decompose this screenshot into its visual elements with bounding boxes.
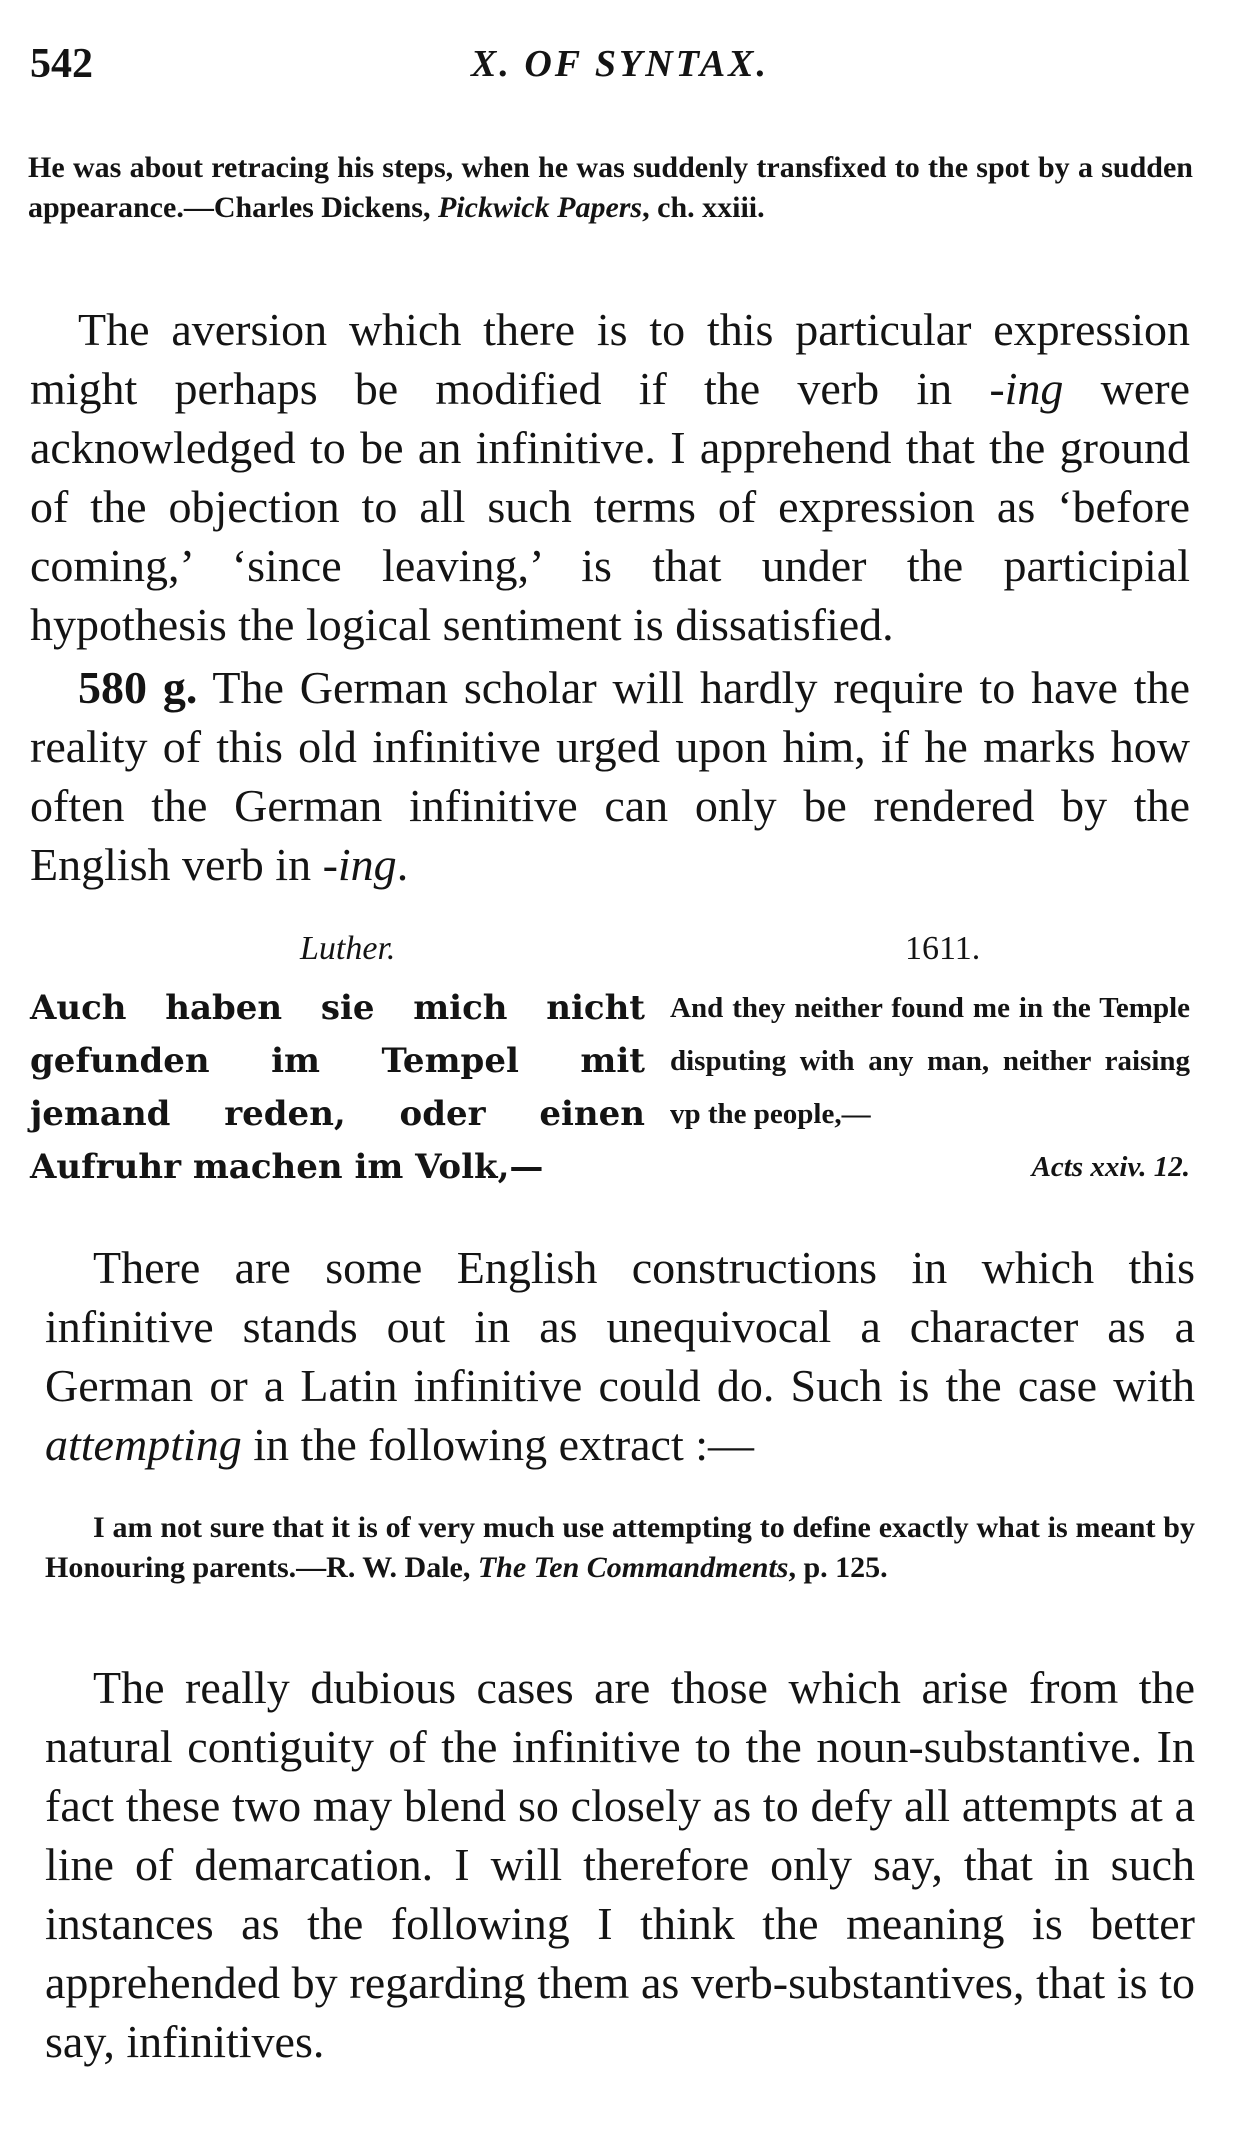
block-quote-dickens [28, 148, 1193, 228]
kjv-heading: 1611. [905, 930, 981, 967]
paragraph-text: in the following extract :— [241, 1419, 755, 1470]
page-header [30, 40, 1210, 100]
paragraph-text: were acknowledged to be an infinitive. I apprehend that the ground of the objection to all such terms of expression as ‘before coming,’ ‘since leaving,’ is that under the participial hypothesis the logical sentiment is dissatisfied. [30, 363, 1190, 650]
german-column: Auch haben sie mich nicht gefunden im Tempel mit jemand reden, oder einen Aufruhr machen im Volk,— [30, 988, 645, 1187]
paragraph-dubious-cases: The really dubious cases are those which arise from the natural contiguity of the infinitive to the noun-substantive. In fact these two may blend so closely as to defy all attempts at a line of demarcation. I will therefore only say, that in such instances as the following I think the meaning is better apprehended by regarding them as verb-substantives, that is to say, infinitives. [45, 1662, 1195, 2067]
paragraph-constructions [45, 1238, 1195, 1474]
paragraph-text: . [396, 839, 409, 890]
block-quote-dale [45, 1508, 1195, 1588]
paragraph-text: There are some English constructions in which this infinitive stands out in as unequivocal a character as a German or a Latin infinitive could do. Such is the case with [45, 1242, 1195, 1411]
paragraph-italic: -ing [989, 363, 1064, 414]
paragraph-italic: -ing [322, 839, 397, 890]
page-number: 542 [30, 41, 93, 87]
paragraph-italic: attempting [45, 1419, 242, 1470]
quote-tail: , ch. xxiii. [642, 191, 765, 224]
quote-source: The Ten Commandments [477, 1551, 789, 1584]
english-column [670, 982, 1190, 1194]
quote-tail: , p. 125. [788, 1551, 888, 1584]
scripture-reference: Acts xxiv. 12. [1031, 1151, 1190, 1183]
paragraph-text: The aversion which there is to this particular expression might perhaps be modified if the verb in [30, 304, 1190, 414]
paragraph-580g [30, 658, 1190, 894]
luther-heading: Luther. [300, 930, 396, 967]
paragraph-aversion [30, 300, 1190, 654]
section-number: 580 g. [78, 662, 198, 713]
paragraph-text: The German scholar will hardly require to have the reality of this old infinitive urged upon him, if he marks how often the German infinitive can only be rendered by the English verb in [30, 662, 1191, 890]
quote-text: He was about retracing his steps, when he was suddenly transfixed to the spot by a sudden appearance.—Charles Dickens, [28, 151, 1193, 224]
quote-source: Pickwick Papers [437, 191, 643, 224]
english-text: And they neither found me in the Temple disputing with any man, neither raising vp the people,— [670, 992, 1190, 1130]
running-head: X. OF SYNTAX. [470, 43, 770, 85]
quote-text: I am not sure that it is of very much use attempting to define exactly what is meant by Honouring parents.—R. W. Dale, [45, 1511, 1195, 1584]
